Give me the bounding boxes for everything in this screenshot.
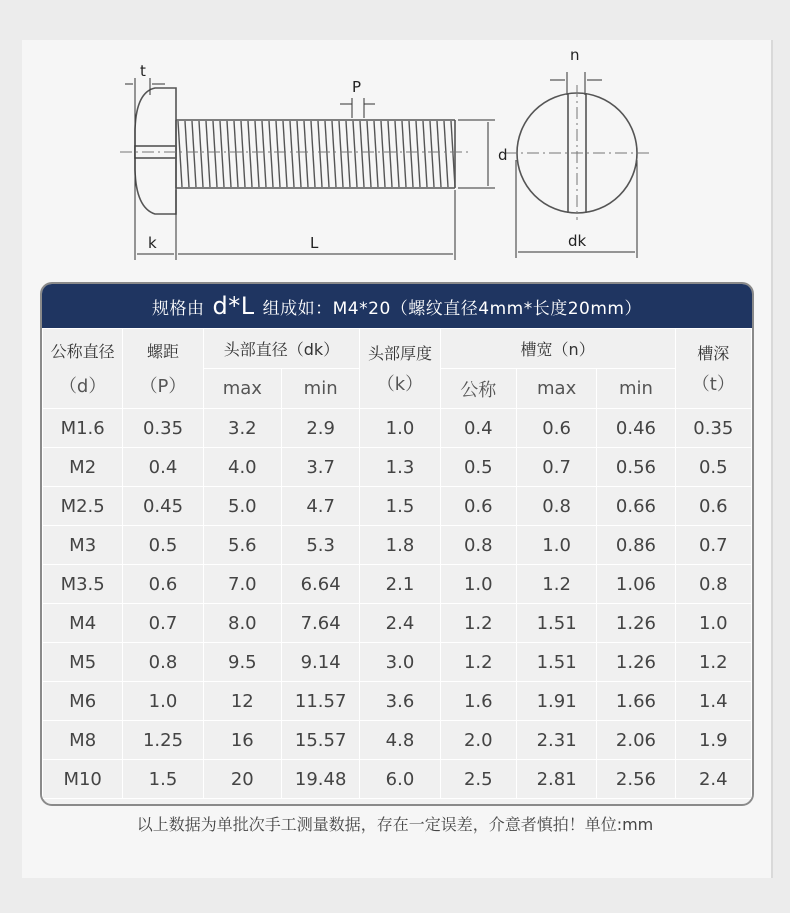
table-cell: 2.9 [281,409,359,448]
footer-note: 以上数据为单批次手工测量数据，存在一定误差，介意者慎拍！单位:mm [136,815,654,834]
table-cell: 5.0 [203,487,281,526]
table-cell: 1.3 [360,448,440,487]
table-cell: 2.0 [440,721,516,760]
table-cell: 12 [203,682,281,721]
table-cell: M1.6 [43,409,123,448]
header-n-nominal: 公称 [440,369,516,409]
header-slot-depth: 槽深 （t） [675,329,751,409]
table-cell: 3.2 [203,409,281,448]
banner-suffix: 组成如：M4*20（螺纹直径4mm*长度20mm） [262,298,642,319]
table-row [43,448,752,487]
label-k: k [148,234,157,252]
table-cell: 2.1 [360,565,440,604]
table-cell: M3 [43,526,123,565]
table-cell: M10 [43,760,123,799]
screw-diagram [0,0,790,275]
table-cell: 0.86 [597,526,675,565]
table-cell: 4.0 [203,448,281,487]
table-cell: 2.4 [675,760,751,799]
table-cell: 0.5 [440,448,516,487]
table-cell: 6.64 [281,565,359,604]
table-cell: 1.51 [516,604,596,643]
table-cell: 5.6 [203,526,281,565]
table-cell: 2.5 [440,760,516,799]
table-cell: 0.6 [516,409,596,448]
table-cell: 7.64 [281,604,359,643]
table-row [43,604,752,643]
table-cell: 0.66 [597,487,675,526]
header-pitch: 螺距 （P） [123,329,203,409]
table-row [43,526,752,565]
table-cell: 1.06 [597,565,675,604]
table-row [43,760,752,799]
table-cell: 0.8 [516,487,596,526]
table-cell: 2.56 [597,760,675,799]
banner-prefix: 规格由 [152,298,205,319]
table-cell: 15.57 [281,721,359,760]
header-n-min: min [597,369,675,409]
table-cell: 1.0 [516,526,596,565]
table-cell: 1.0 [440,565,516,604]
table-cell: 0.8 [675,565,751,604]
table-cell: 0.8 [440,526,516,565]
table-cell: 1.0 [360,409,440,448]
table-cell: 0.7 [675,526,751,565]
table-row [43,721,752,760]
spec-banner [42,284,752,328]
header-head-dia: 头部直径（dk） [203,329,360,369]
table-cell: 3.0 [360,643,440,682]
table-cell: 1.2 [440,604,516,643]
table-cell: 1.66 [597,682,675,721]
header-n-max: max [516,369,596,409]
table-cell: 1.0 [675,604,751,643]
table-cell: 7.0 [203,565,281,604]
table-cell: 3.6 [360,682,440,721]
table-cell: 0.6 [440,487,516,526]
table-row [43,643,752,682]
header-slot-width: 槽宽（n） [440,329,675,369]
table-cell: 1.26 [597,643,675,682]
table-cell: 1.2 [440,643,516,682]
table-cell: 0.5 [123,526,203,565]
spec-table-body [43,409,752,799]
table-cell: 1.5 [360,487,440,526]
spec-table [42,328,752,799]
table-cell: 11.57 [281,682,359,721]
label-l: L [310,234,319,252]
table-cell: 1.8 [360,526,440,565]
table-cell: 0.5 [675,448,751,487]
label-t: t [140,62,146,80]
header-dk-min: min [281,369,359,409]
table-cell: 0.46 [597,409,675,448]
table-cell: 1.91 [516,682,596,721]
table-cell: 1.2 [516,565,596,604]
table-row [43,565,752,604]
table-cell: 1.26 [597,604,675,643]
table-cell: 0.4 [123,448,203,487]
table-cell: 1.25 [123,721,203,760]
table-cell: 1.5 [123,760,203,799]
table-cell: M5 [43,643,123,682]
spec-table-panel [40,282,754,806]
label-n: n [570,46,580,64]
table-cell: 1.2 [675,643,751,682]
table-cell: M2 [43,448,123,487]
table-cell: 16 [203,721,281,760]
table-cell: 6.0 [360,760,440,799]
header-dk-max: max [203,369,281,409]
table-cell: 0.45 [123,487,203,526]
table-cell: 2.4 [360,604,440,643]
table-cell: 5.3 [281,526,359,565]
header-head-thickness: 头部厚度 （k） [360,329,440,409]
table-cell: 4.7 [281,487,359,526]
table-cell: 1.9 [675,721,751,760]
table-cell: 0.6 [123,565,203,604]
table-cell: 0.7 [123,604,203,643]
label-dk: dk [568,232,587,250]
table-cell: 0.35 [123,409,203,448]
table-cell: 9.5 [203,643,281,682]
table-cell: 0.6 [675,487,751,526]
table-cell: 1.6 [440,682,516,721]
table-cell: 0.56 [597,448,675,487]
table-cell: 1.51 [516,643,596,682]
table-row [43,682,752,721]
banner-formula: d*L [212,292,255,320]
table-cell: 3.7 [281,448,359,487]
table-cell: 9.14 [281,643,359,682]
table-row [43,409,752,448]
table-row [43,487,752,526]
table-cell: 8.0 [203,604,281,643]
table-cell: 19.48 [281,760,359,799]
table-cell: M8 [43,721,123,760]
table-cell: 1.4 [675,682,751,721]
table-cell: M3.5 [43,565,123,604]
table-cell: 2.31 [516,721,596,760]
table-cell: M6 [43,682,123,721]
table-cell: 2.06 [597,721,675,760]
label-d: d [498,146,508,164]
table-cell: M4 [43,604,123,643]
table-cell: 0.8 [123,643,203,682]
table-cell: 4.8 [360,721,440,760]
table-cell: 0.7 [516,448,596,487]
table-cell: 1.0 [123,682,203,721]
table-cell: 0.4 [440,409,516,448]
label-p: P [352,78,362,96]
header-nominal: 公称直径 （d） [43,329,123,409]
table-cell: 0.35 [675,409,751,448]
table-cell: 20 [203,760,281,799]
table-cell: 2.81 [516,760,596,799]
screw-threads [178,121,455,187]
table-cell: M2.5 [43,487,123,526]
